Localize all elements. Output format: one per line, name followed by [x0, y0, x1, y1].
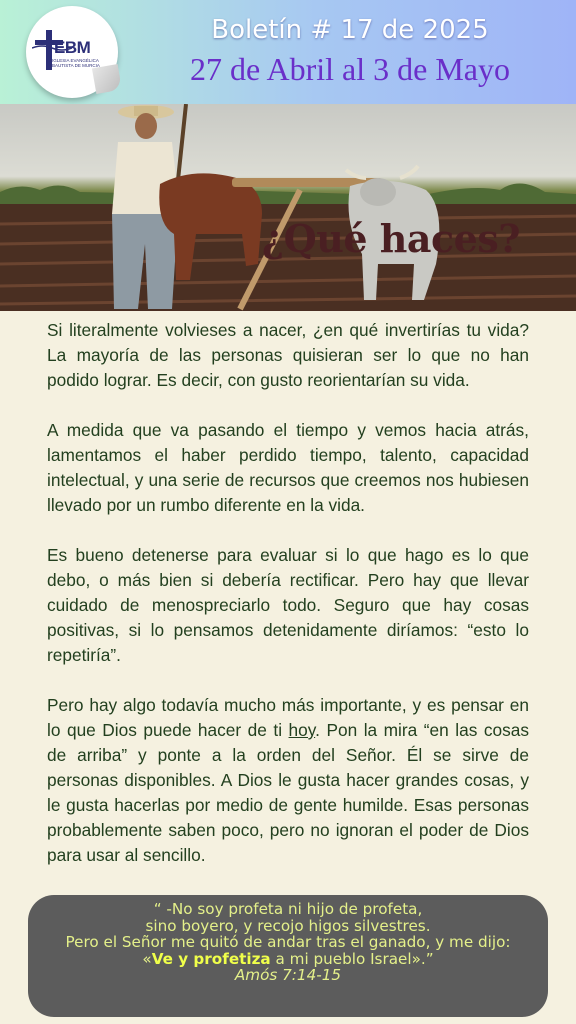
- hero-image: [0, 104, 576, 311]
- quote-open-guillemet: «: [142, 949, 152, 968]
- p4-before: Pero hay algo todavía mucho más importante, y es pensar en lo que Dios puede hacer de ti: [47, 695, 529, 740]
- scripture-reference: Amós 7:14-15: [234, 966, 342, 984]
- article-paragraph-2: A medida que va pasando el tiempo y vemos hacia atrás, lamentamos el haber perdido tiempo, talento, capacidad intelectual, y una serie de recursos que creemos nos hubiesen llevado por un rumbo diferente en la vida.: [47, 420, 529, 515]
- article-paragraph-4: [47, 693, 529, 868]
- logo-name-line1: IGLESIA EVANGÉLICA: [52, 58, 99, 63]
- article-paragraph-1: Si literalmente volvieses a nacer, ¿en qué invertirías tu vida? La mayoría de las personas quisieran ser lo que no han podido lograr. Es decir, con gusto reorientarían su vida.: [47, 320, 529, 390]
- logo-name-line2: BAUTISTA DE MURCIA: [52, 63, 100, 68]
- bulletin-dates: 27 de Abril al 3 de Mayo: [190, 51, 510, 87]
- p4-underlined-word: hoy: [288, 720, 316, 740]
- quote-line-2: sino boyero, y recojo higos silvestres.: [145, 916, 431, 935]
- header-banner: [0, 0, 576, 104]
- scripture-quote: [28, 895, 548, 984]
- quote-line-4: [28, 951, 548, 968]
- logo-abbrev: EBM: [54, 38, 91, 57]
- bulletin-title: Boletín # 17 de 2025: [211, 15, 489, 45]
- article-title: ¿Qué haces?: [261, 216, 520, 261]
- scripture-quote-box: [28, 895, 548, 1017]
- quote-highlight: Ve y profetiza: [151, 949, 271, 968]
- p4-after: . Pon la mira “en las cosas de arriba” y ponte a la orden del Señor. Él se sirve de personas disponibles. A Dios le gusta hacer grandes cosas, y le gusta hacerlas por medio de gente humilde. Esas personas probablemente saben poco, pero no ignoran el poder de Dios para usar al sencillo.: [47, 720, 529, 865]
- article-paragraph-3: Es bueno detenerse para evaluar si lo que hago es lo que debo, o más bien si debería rectificar. Pero hay que llevar cuidado de menospreciarlo todo. Seguro que hay cosas positivas, si lo pensamos detenidamente diríamos: “esto lo repetiría”.: [47, 545, 529, 665]
- sticker-peel: [92, 64, 122, 94]
- article-body: [47, 318, 529, 893]
- church-logo: [26, 6, 118, 98]
- farmer-oxen-illustration: [0, 104, 576, 311]
- quote-line-3: Pero el Señor me quitó de andar tras el ganado, y me dijo:: [65, 933, 511, 951]
- quote-line-1: “ -No soy profeta ni hijo de profeta,: [153, 900, 423, 918]
- quote-line-4-rest: a mi pueblo Israel».”: [270, 949, 434, 968]
